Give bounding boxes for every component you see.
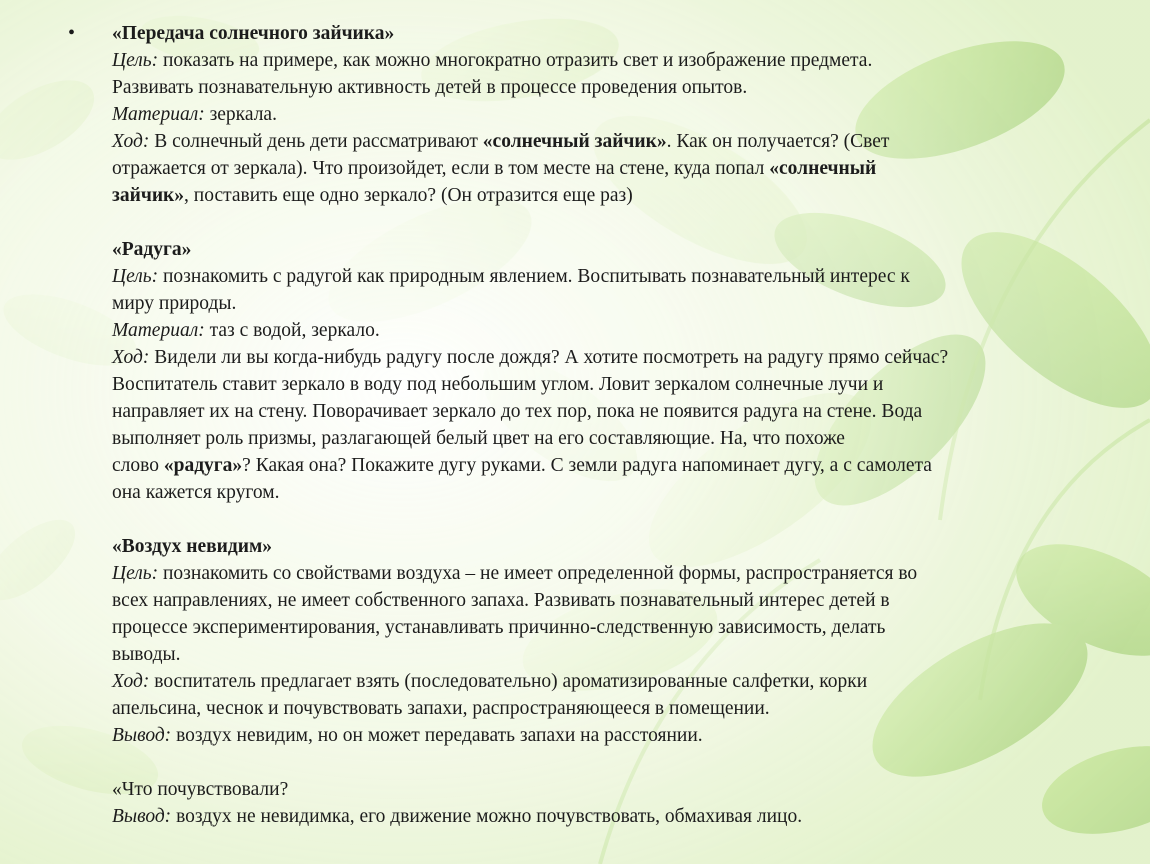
section-1-course-line-2 [112,155,1087,182]
course-text: выполняет роль призмы, разлагающей белый цвет на его составляющие. На, что похоже [112,428,845,449]
conclusion-text: воздух невидим, но он может передавать запахи на расстоянии. [171,725,703,746]
section-1-title-line [112,20,1087,47]
section-title: «Передача солнечного зайчика» [112,23,395,44]
section-title: «Радуга» [112,239,192,260]
course-label: Ход: [112,131,150,152]
section-3-goal-line-1 [112,560,1087,587]
material-text: зеркала. [204,104,277,125]
goal-text: Развивать познавательную активность детей в процессе проведения опытов. [112,77,748,98]
section-2-course-line-2 [112,371,1087,398]
section-2-course-line-3 [112,398,1087,425]
course-term: зайчик» [112,185,185,206]
goal-label: Цель: [112,563,159,584]
course-text: апельсина, чеснок и почувствовать запахи, распространяющееся в помещении. [112,698,770,719]
section-1-goal-line-1 [112,47,1087,74]
course-text: направляет их на стену. Поворачивает зеркало до тех пор, пока не появится радуга на стене. Вода [112,401,923,422]
section-4-conclusion-line [112,803,1087,830]
section-2-course-line-6 [112,479,1087,506]
section-2-title-line [112,236,1087,263]
material-text: таз с водой, зеркало. [204,320,380,341]
section-title: «Что почувствовали? [112,779,289,800]
section-3-course-line-2 [112,695,1087,722]
conclusion-text: воздух не невидимка, его движение можно почувствовать, обмахивая лицо. [171,806,803,827]
material-label: Материал: [112,104,205,125]
goal-text: показать на примере, как можно многократно отразить свет и изображение предмета. [158,50,873,71]
section-2-goal-line-2 [112,290,1087,317]
course-text: слово [112,455,164,476]
material-label: Материал: [112,320,205,341]
section-2-course-line-5 [112,452,1087,479]
course-text: . Как он получается? (Свет [666,131,890,152]
section-3-conclusion-line [112,722,1087,749]
course-text: отражается от зеркала). Что произойдет, если в том месте на стене, куда попал [112,158,770,179]
course-label: Ход: [112,671,150,692]
conclusion-label: Вывод: [112,725,172,746]
course-text: Видели ли вы когда-нибудь радугу после дождя? А хотите посмотреть на радугу прямо сейчас? [149,347,949,368]
goal-text: познакомить с радугой как природным явлением. Воспитывать познавательный интерес к [158,266,910,287]
course-label: Ход: [112,347,150,368]
section-3-course-line-1 [112,668,1087,695]
course-text: В солнечный день дети рассматривают [149,131,483,152]
section-2-course-line-1 [112,344,1087,371]
section-3-goal-line-4 [112,641,1087,668]
section-2-material-line [112,317,1087,344]
course-text: она кажется кругом. [112,482,280,503]
section-2-course-line-4 [112,425,1087,452]
section-3-title-line [112,533,1087,560]
goal-text: познакомить со свойствами воздуха – не имеет определенной формы, распространяется во [158,563,918,584]
section-title: «Воздух невидим» [112,536,273,557]
goal-text: процессе экспериментирования, устанавливать причинно-следственную зависимость, делать [112,617,886,638]
spacer [112,209,1087,236]
spacer [112,506,1087,533]
goal-text: миру природы. [112,293,237,314]
course-term: «солнечный [769,158,877,179]
spacer [112,749,1087,776]
section-2-goal-line-1 [112,263,1087,290]
section-1-goal-line-2 [112,74,1087,101]
course-text: , поставить еще одно зеркало? (Он отразится еще раз) [184,185,633,206]
section-3-goal-line-2 [112,587,1087,614]
section-1-course-line-3 [112,182,1087,209]
goal-text: всех направлениях, не имеет собственного запаха. Развивать познавательный интерес детей в [112,590,890,611]
goal-text: выводы. [112,644,181,665]
course-text: Воспитатель ставит зеркало в воду под небольшим углом. Ловит зеркалом солнечные лучи и [112,374,884,395]
conclusion-label: Вывод: [112,806,172,827]
slide-content [112,20,1087,830]
section-1-material-line [112,101,1087,128]
course-text: воспитатель предлагает взять (последовательно) ароматизированные салфетки, корки [149,671,868,692]
bullet-marker: • [68,22,76,44]
section-3-goal-line-3 [112,614,1087,641]
course-text: ? Какая она? Покажите дугу руками. С земли радуга напоминает дугу, а с самолета [242,455,932,476]
course-term: «радуга» [163,455,243,476]
section-4-title-line [112,776,1087,803]
goal-label: Цель: [112,50,159,71]
section-1-course-line-1 [112,128,1087,155]
course-term: «солнечный зайчик» [482,131,667,152]
goal-label: Цель: [112,266,159,287]
